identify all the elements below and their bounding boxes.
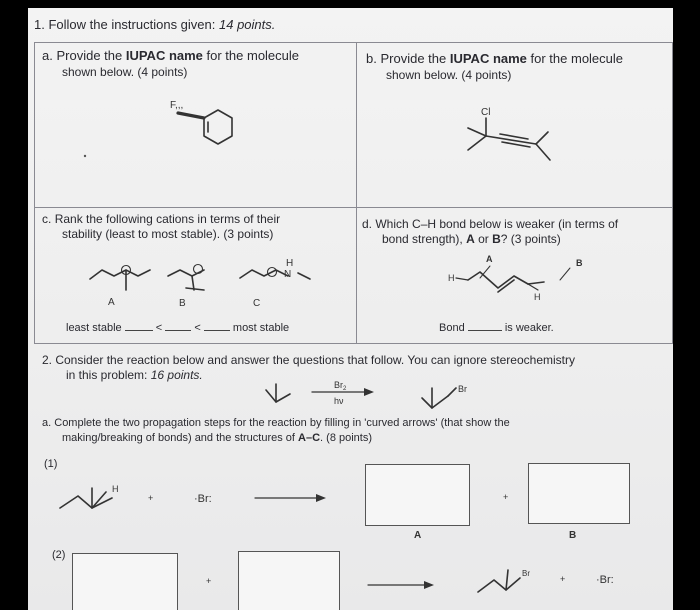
q1c-line2: stability (least to most stable). (3 points) xyxy=(62,227,274,241)
step1-plus-2: + xyxy=(503,492,509,502)
q2a-label: a. xyxy=(42,417,52,429)
step1-arrowhead xyxy=(316,494,326,502)
answer-box-c[interactable] xyxy=(238,551,340,610)
bond-a-tag: A xyxy=(486,254,493,264)
q1d-b: B xyxy=(492,232,501,246)
q2-heading-line1: 2. Consider the reaction below and answer the questions that follow. You can ignore stereochemistry xyxy=(42,353,575,367)
q1a-line2: shown below. (4 points) xyxy=(62,65,188,79)
step2-branch xyxy=(506,570,508,590)
q1b-bold: IUPAC name xyxy=(449,51,527,66)
q1b-post: for the molecule xyxy=(526,51,624,66)
step1-br-radical: ·Br: xyxy=(194,493,212,505)
q1d-post: ? (3 points) xyxy=(500,232,561,246)
reagent-hv: hν xyxy=(334,396,344,406)
q1d-pre: bond strength), xyxy=(382,232,467,246)
less-than-1: < xyxy=(155,322,163,334)
step1-c-h-bond xyxy=(92,492,106,508)
less-than-2: < xyxy=(194,322,201,334)
q1b-pre: Provide the xyxy=(380,51,450,66)
amine-n-label: N xyxy=(284,269,292,280)
q2-points: 16 points. xyxy=(150,368,203,382)
chlorine-label: Cl xyxy=(481,107,491,118)
box-b-label: B xyxy=(569,530,577,541)
q2-heading-text2: in this problem: xyxy=(66,368,148,382)
box-a-label: A xyxy=(414,530,422,541)
answer-box-b[interactable] xyxy=(528,463,630,524)
q1a-label: a. xyxy=(42,48,53,63)
q1a-bold: IUPAC name xyxy=(125,48,203,63)
reagent-br2: $Br_2$ xyxy=(334,380,347,392)
amine-h-label: H xyxy=(286,258,294,269)
q1d-or: or xyxy=(474,232,493,246)
cation-c-label: C xyxy=(253,298,261,309)
step2-arrowhead xyxy=(424,581,434,589)
most-stable-label: most stable xyxy=(232,322,290,334)
q1a-pre: Provide the xyxy=(56,48,126,63)
q2a-bold: A–C xyxy=(298,432,321,444)
q2a-post: . (8 points) xyxy=(320,432,373,444)
fluorine-label: F,,, xyxy=(170,100,184,111)
step2-br-radical: ·Br: xyxy=(596,574,614,586)
q1d-text1: Which C–H bond below is weaker (in terms of xyxy=(375,217,619,231)
step1-plus: + xyxy=(148,493,154,503)
step-1-label: (1) xyxy=(44,458,58,470)
step2-plus-2: + xyxy=(560,574,566,584)
is-weaker-label: is weaker. xyxy=(504,322,554,334)
q1b-line2: shown below. (4 points) xyxy=(386,68,512,82)
least-stable-label: least stable xyxy=(66,322,122,334)
q1-heading-text: 1. Follow the instructions given: xyxy=(34,17,216,32)
q1a-post: for the molecule xyxy=(202,48,300,63)
answer-box-step2-left[interactable] xyxy=(72,553,178,610)
worksheet-page xyxy=(28,8,673,610)
h-a-label: H xyxy=(448,273,455,283)
cation-a-label: A xyxy=(108,297,115,308)
step1-reactant-chain xyxy=(60,496,112,508)
q1d-a: A xyxy=(466,232,475,246)
q1c-text1: Rank the following cations in terms of their xyxy=(54,212,281,226)
q2a-text1: Complete the two propagation steps for the reaction by filling in 'curved arrows' (that show the xyxy=(54,417,510,429)
step2-plus: + xyxy=(206,576,212,586)
step1-h-label: H xyxy=(112,484,119,494)
step2-product-chain xyxy=(478,578,520,592)
q1b-label: b. xyxy=(366,51,377,66)
step2-br-label: Br xyxy=(522,569,530,578)
q2a-pre: making/breaking of bonds) and the structures of xyxy=(62,432,299,444)
product-br-label: Br xyxy=(458,384,467,394)
q1-points: 14 points. xyxy=(219,17,276,32)
bond-label: Bond xyxy=(439,322,465,334)
bond-b-tag: B xyxy=(576,258,583,268)
h-b-label: H xyxy=(534,292,541,302)
q1d-label: d. xyxy=(362,217,373,231)
q1c-label: c. xyxy=(42,212,52,226)
cation-b-label: B xyxy=(179,298,186,309)
step-2-label: (2) xyxy=(52,549,66,561)
answer-box-a[interactable] xyxy=(365,464,470,526)
